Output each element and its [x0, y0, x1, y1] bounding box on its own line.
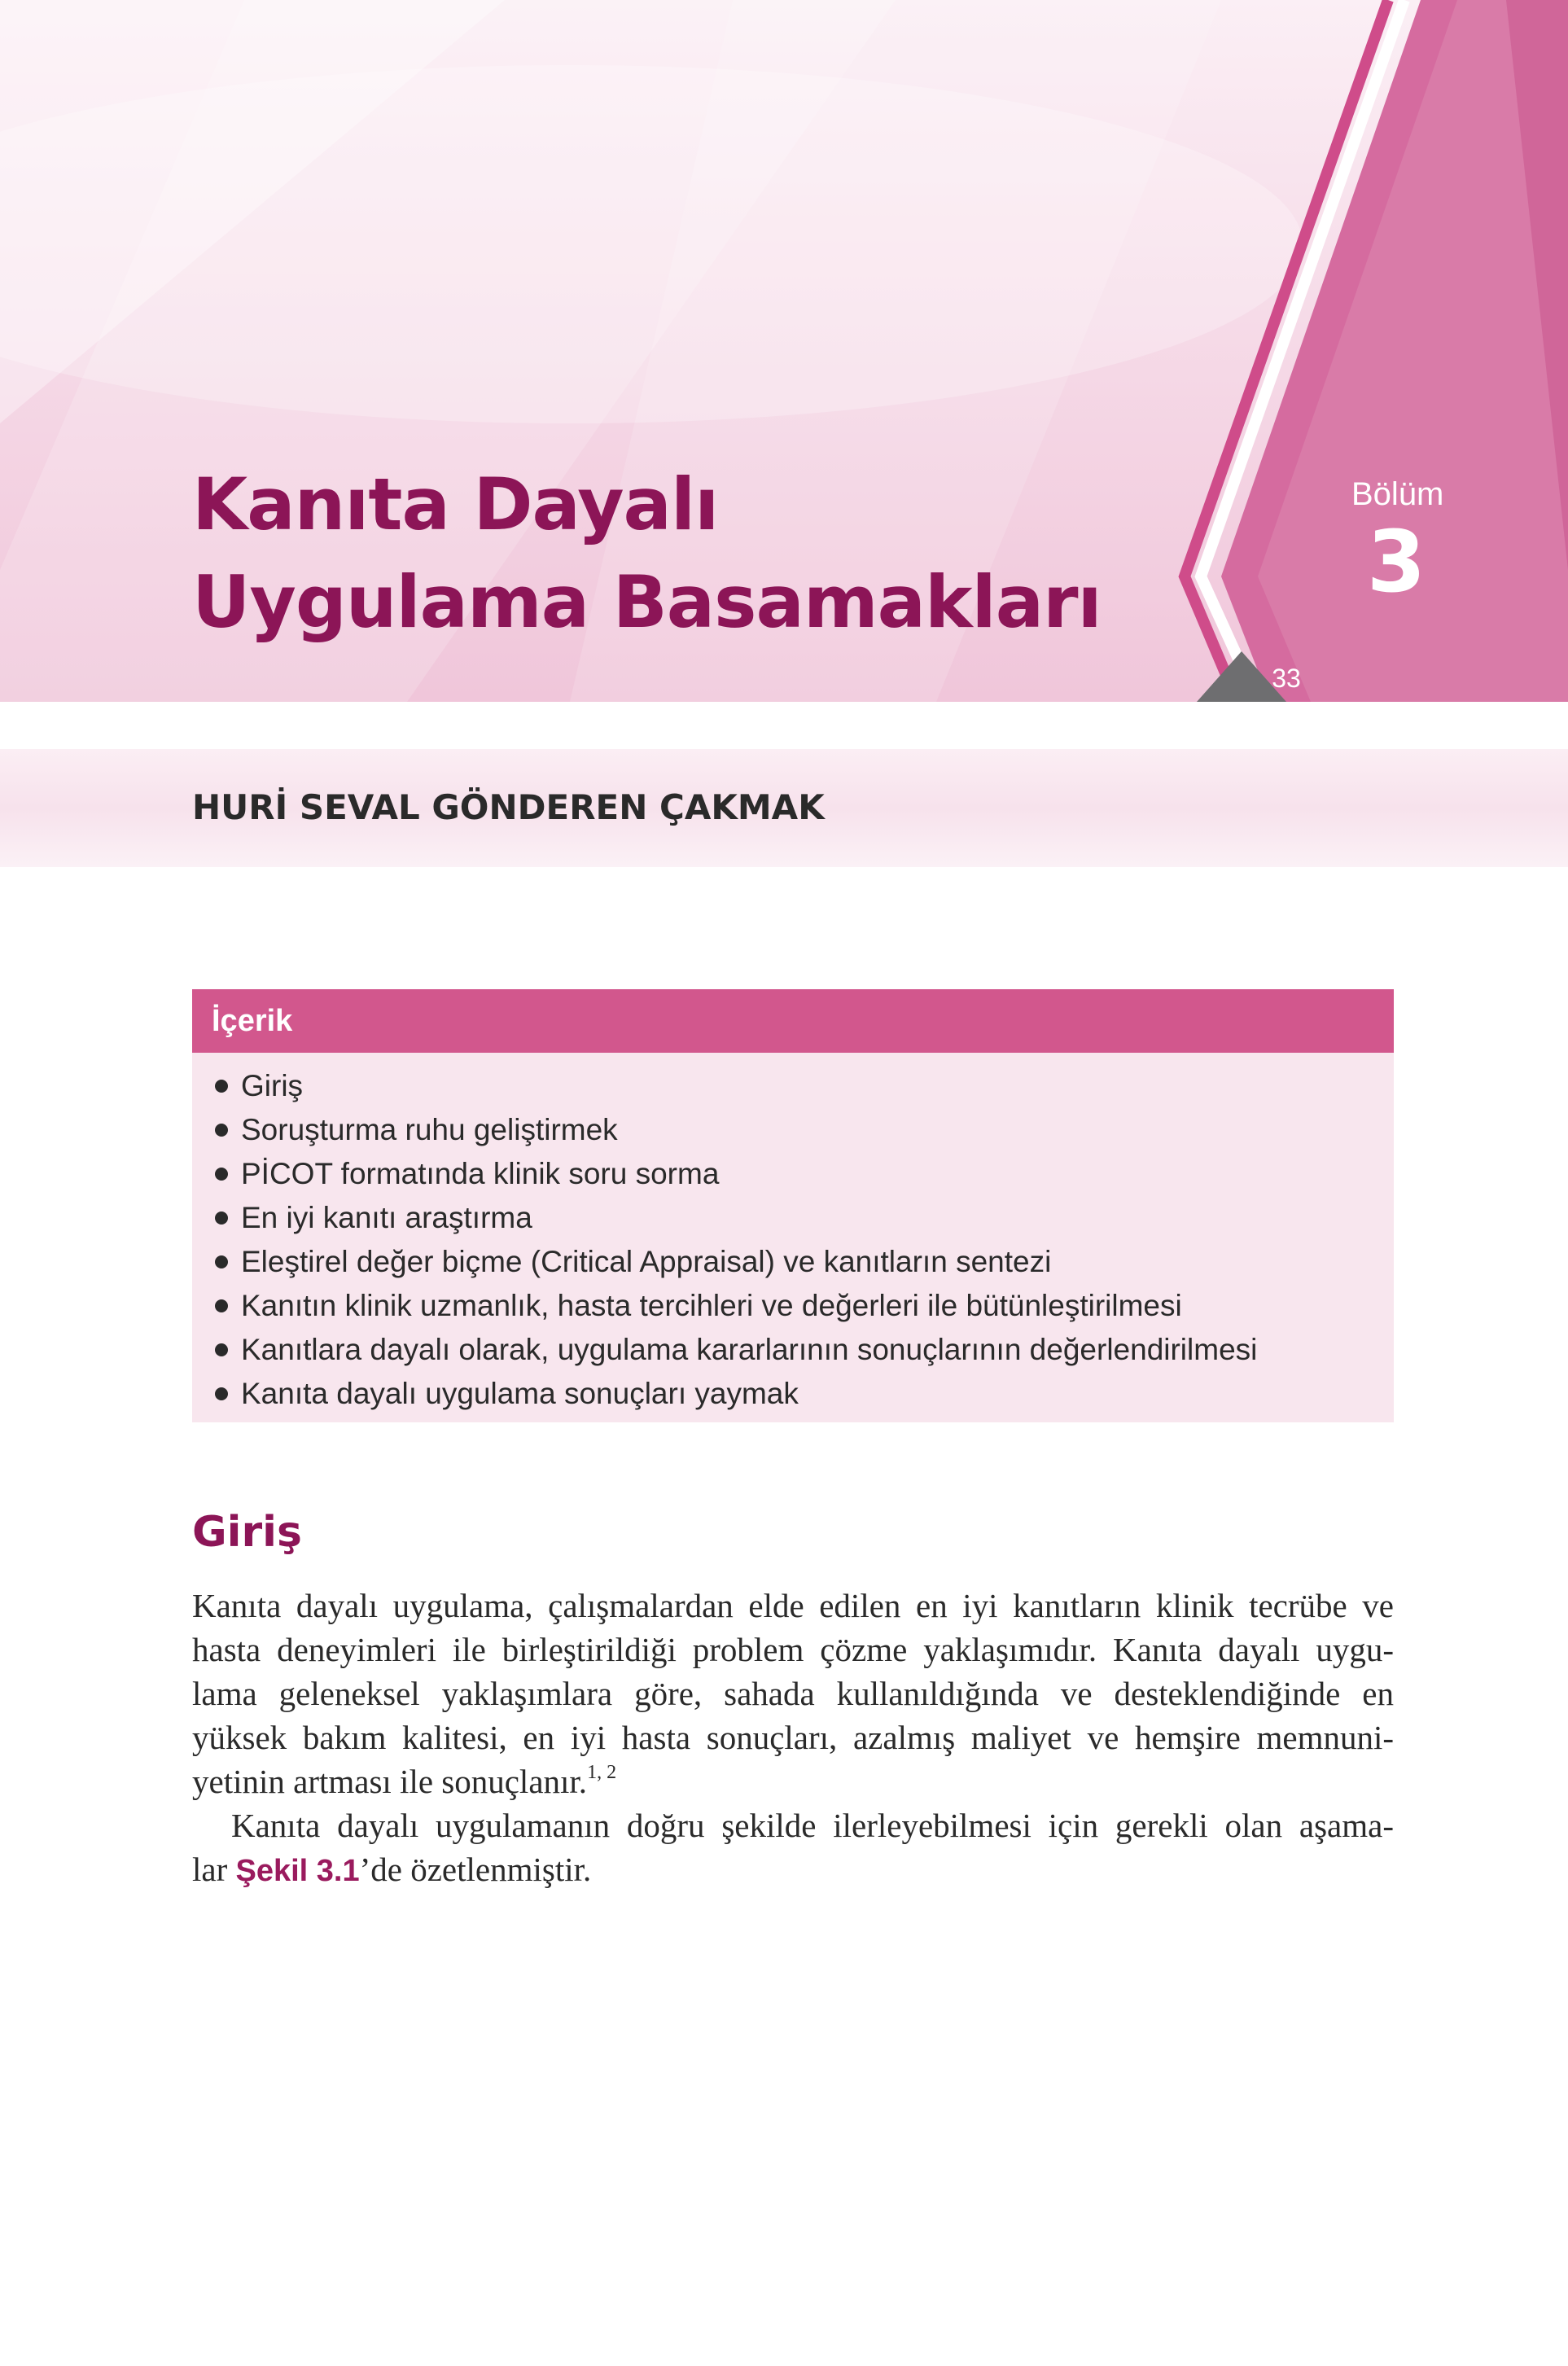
bullet-icon — [215, 1299, 228, 1312]
chapter-title — [192, 456, 1102, 651]
list-item — [215, 1328, 1257, 1372]
body-paragraph-2 — [192, 1803, 1394, 1893]
list-item-label: Giriş — [241, 1069, 304, 1102]
list-item-label: En iyi kanıtı araştırma — [241, 1201, 532, 1234]
list-item-label: PİCOT formatında klinik soru sorma — [241, 1157, 720, 1190]
list-item — [215, 1284, 1257, 1328]
figure-reference-link[interactable]: Şekil 3.1 — [235, 1854, 360, 1888]
paragraph-text: lar — [192, 1851, 236, 1888]
bullet-icon — [215, 1387, 228, 1400]
paragraph-line: Kanıta dayalı uygulama, çalışmalardan elde edilen en iyi kanıtların klinik tecrübe ve — [192, 1587, 1394, 1624]
bullet-icon — [215, 1255, 228, 1268]
list-item — [215, 1152, 1257, 1196]
paragraph-line: hasta deneyimleri ile birleştirildiği problem çözme yaklaşımıdır. Kanıta dayalı uygu- — [192, 1631, 1394, 1668]
bullet-icon — [215, 1343, 228, 1356]
contents-box — [192, 989, 1394, 1422]
bullet-icon — [215, 1124, 228, 1137]
page-number: 33 — [1272, 664, 1301, 693]
list-item — [215, 1108, 1257, 1152]
section-heading: Giriş — [192, 1508, 302, 1557]
paragraph-line-last — [192, 1847, 1394, 1893]
bullet-icon — [215, 1211, 228, 1225]
paragraph-line: yüksek bakım kalitesi, en iyi hasta sonuçları, azalmış maliyet ve hemşire memnuni- — [192, 1719, 1394, 1756]
list-item — [215, 1372, 1257, 1416]
chapter-label: Bölüm — [1351, 476, 1444, 512]
paragraph-text: yetinin artması ile sonuçlanır. — [192, 1763, 588, 1800]
author-name: HURİ SEVAL GÖNDEREN ÇAKMAK — [192, 787, 825, 827]
list-item — [215, 1240, 1257, 1284]
body-paragraph-1 — [192, 1584, 1394, 1803]
list-item — [215, 1064, 1257, 1108]
chapter-title-line-1: Kanıta Dayalı — [192, 462, 719, 546]
bullet-icon — [215, 1080, 228, 1093]
contents-header — [192, 989, 1394, 1053]
paragraph-line: Kanıta dayalı uygulamanın doğru şekilde ilerleyebilmesi için gerekli olan aşama- — [231, 1807, 1394, 1844]
bullet-icon — [215, 1168, 228, 1181]
paragraph-line-last — [192, 1759, 1394, 1803]
contents-list — [215, 1064, 1257, 1416]
list-item-label: Soruşturma ruhu geliştirmek — [241, 1113, 618, 1146]
paragraph-text: ’de özetlenmiştir. — [359, 1851, 592, 1888]
list-item — [215, 1196, 1257, 1240]
citation-superscript: 1, 2 — [587, 1762, 617, 1783]
list-item-label: Eleştirel değer biçme (Critical Appraisal) ve kanıtların sentezi — [241, 1245, 1052, 1278]
list-item-label: Kanıtın klinik uzmanlık, hasta tercihleri ve değerleri ile bütünleştirilmesi — [241, 1289, 1182, 1322]
chapter-title-line-2: Uygulama Basamakları — [192, 560, 1102, 644]
list-item-label: Kanıtlara dayalı olarak, uygulama kararlarının sonuçlarının değerlendirilmesi — [241, 1333, 1258, 1366]
contents-title: İçerik — [212, 1004, 293, 1038]
paragraph-line: lama geleneksel yaklaşımlara göre, sahada kullanıldığında ve desteklendiğinde en — [192, 1675, 1394, 1712]
chapter-header — [0, 0, 1568, 702]
chapter-number: 3 — [1366, 512, 1426, 611]
list-item-label: Kanıta dayalı uygulama sonuçları yaymak — [241, 1377, 799, 1410]
